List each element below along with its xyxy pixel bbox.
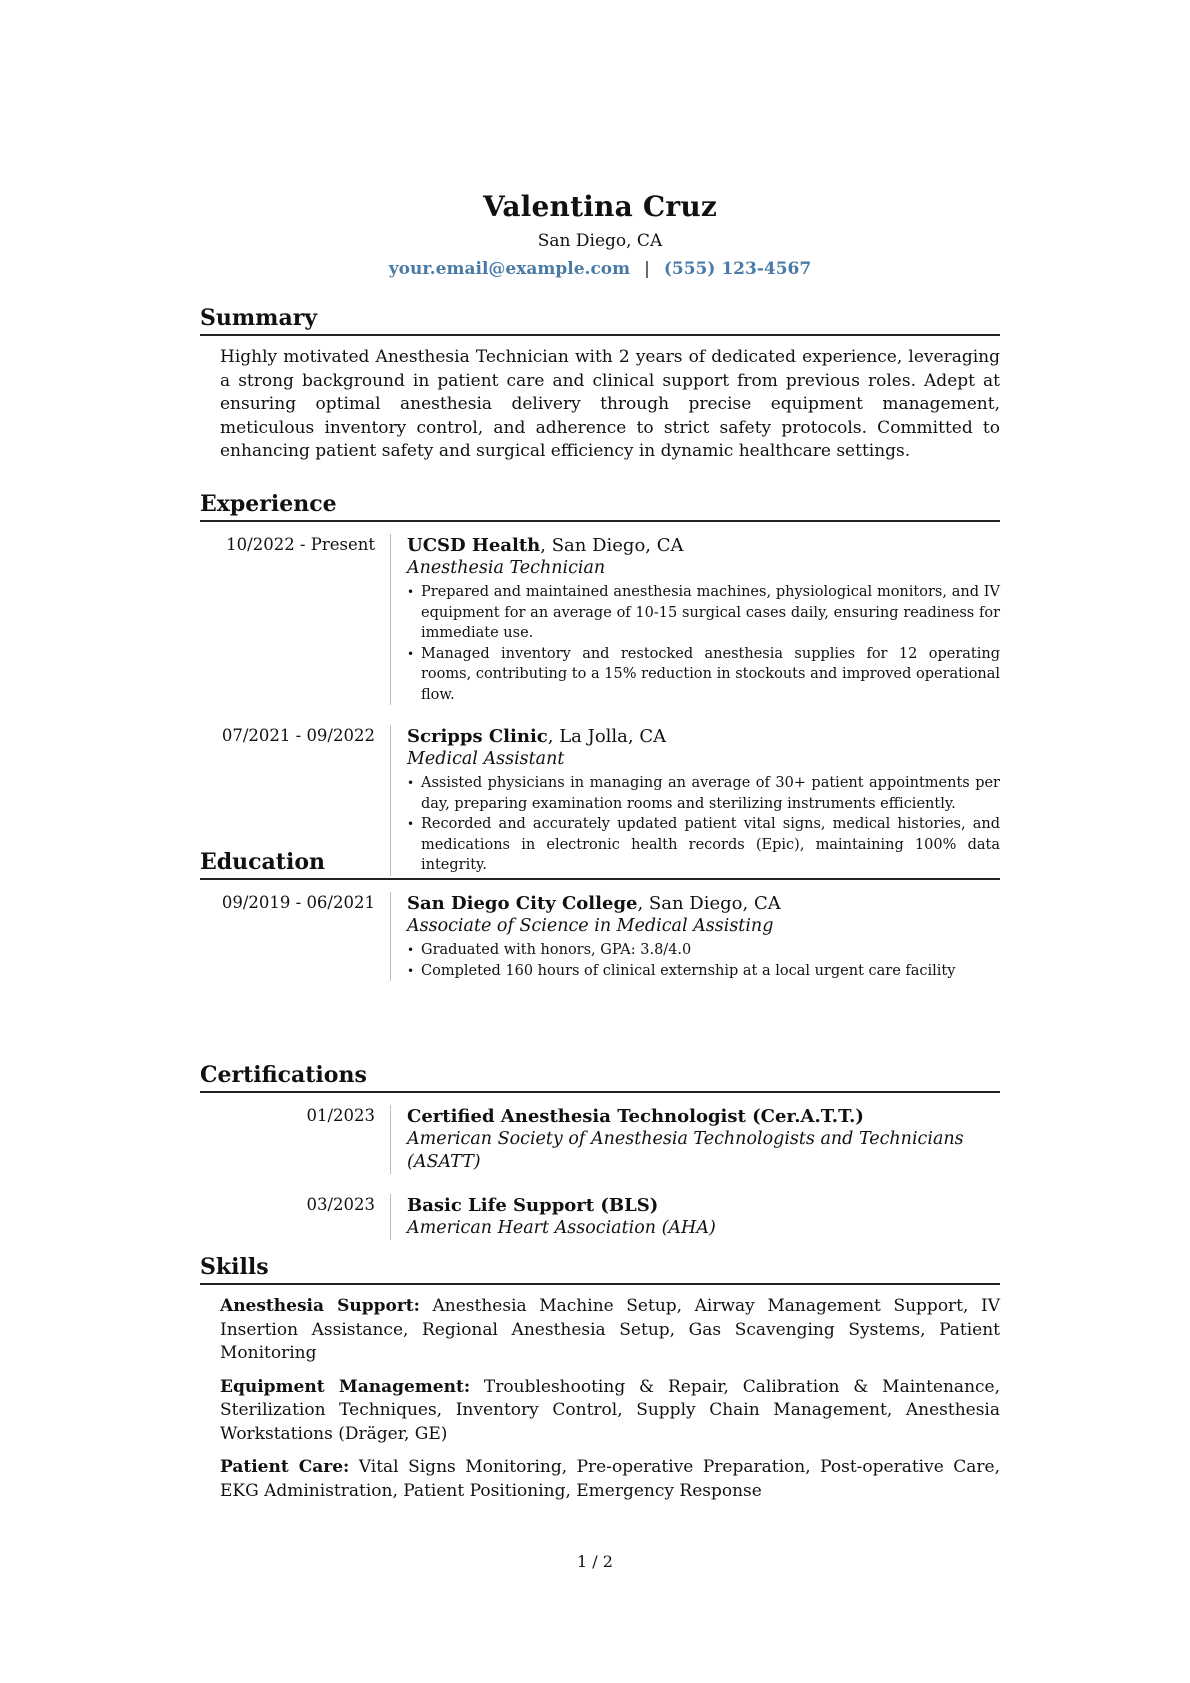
skill-group (220, 1456, 1000, 1503)
entry-body (390, 892, 1000, 981)
entry-org-name: Scripps Clinic (407, 726, 548, 747)
skill-group-label: Anesthesia Support: (220, 1296, 420, 1316)
certification-issuer: American Heart Association (AHA) (407, 1218, 716, 1238)
certification-name-text: Certified Anesthesia Technologist (Cer.A.T.T.) (407, 1106, 864, 1127)
entry-org-place: , La Jolla, CA (547, 726, 667, 747)
section-title-certifications: Certifications (200, 1061, 1000, 1093)
entry-date: 09/2019 - 06/2021 (221, 893, 375, 912)
entry-date: 07/2021 - 09/2022 (221, 726, 375, 745)
experience-section (200, 490, 1000, 876)
skill-group (220, 1295, 1000, 1366)
skill-group-text: Vital Signs Monitoring, Pre-operative Preparation, Post-operative Care, EKG Administration, Patient Positioning, Emergency Response (220, 1457, 1000, 1501)
skill-group (220, 1376, 1000, 1447)
entry-org (407, 892, 1000, 915)
experience-entry (200, 534, 1000, 705)
entry-org (407, 534, 1000, 557)
entry-date: 10/2022 - Present (226, 535, 375, 554)
entry-body (390, 1194, 1000, 1240)
entry-org (407, 725, 1000, 748)
phone-link[interactable]: (555) 123-4567 (663, 259, 812, 279)
certification-entry (200, 1194, 1000, 1240)
bullet-item: • Assisted physicians in managing an average of 30+ patient appointments per day, preparing examination rooms and sterilizing instruments efficiently. (407, 773, 1000, 814)
resume-header (200, 190, 1000, 280)
certification-name (407, 1194, 1000, 1217)
bullet-item: • Prepared and maintained anesthesia machines, physiological monitors, and IV equipment for an average of 10-15 surgical cases daily, ensuring readiness for immediate use. (407, 582, 1000, 644)
entry-role: Medical Assistant (407, 749, 565, 769)
entry-role: Associate of Science in Medical Assisting (407, 916, 774, 936)
skills-section (200, 1253, 1000, 1503)
candidate-name: Valentina Cruz (482, 190, 718, 223)
entry-org-place: , San Diego, CA (637, 893, 781, 914)
section-title-skills: Skills (200, 1253, 1000, 1285)
education-entry (200, 892, 1000, 981)
entry-body (390, 1105, 1000, 1174)
education-section (200, 848, 1000, 981)
skill-group-label: Patient Care: (220, 1457, 350, 1477)
entry-date: 03/2023 (306, 1195, 375, 1214)
certification-entry (200, 1105, 1000, 1174)
entry-date: 01/2023 (306, 1106, 375, 1125)
skill-group-text: Troubleshooting & Repair, Calibration & Maintenance, Sterilization Techniques, Inventory Control, Supply Chain Management, Anesthesia Workstations (Dräger, GE) (220, 1376, 1001, 1444)
entry-org-name: UCSD Health (407, 535, 541, 556)
contact-separator: | (644, 259, 650, 279)
certification-issuer: American Society of Anesthesia Technologists and Technicians (ASATT) (407, 1129, 964, 1172)
bullet-item: • Managed inventory and restocked anesthesia supplies for 12 operating rooms, contributing to a 15% reduction in stockouts and improved operational flow. (407, 644, 1000, 706)
entry-bullets (407, 940, 1000, 981)
entry-org-place: , San Diego, CA (540, 535, 684, 556)
skill-group-text: Anesthesia Machine Setup, Airway Management Support, IV Insertion Assistance, Regional Anesthesia Setup, Gas Scavenging Systems, Patient Monitoring (220, 1296, 1000, 1363)
entry-role: Anesthesia Technician (407, 558, 606, 578)
bullet-item: • Graduated with honors, GPA: 3.8/4.0 (407, 940, 1000, 961)
certification-name-text: Basic Life Support (BLS) (407, 1195, 659, 1216)
candidate-location: San Diego, CA (537, 231, 663, 251)
summary-text: Highly motivated Anesthesia Technician with 2 years of dedicated experience, leveraging a strong background in patient care and clinical support from previous roles. Adept at ensuring optimal anesthesia delivery through precise equipment management, meticulous inventory control, and adherence to strict safety protocols. Committed to enhancing patient safety and surgical efficiency in dynamic healthcare settings. (220, 347, 1000, 461)
entry-body (390, 534, 1000, 705)
email-link[interactable]: your.email@example.com (388, 259, 631, 279)
contact-line (200, 258, 1000, 280)
section-title-education: Education (200, 848, 1000, 880)
entry-bullets (407, 582, 1000, 705)
page-number: 1 / 2 (577, 1552, 613, 1571)
summary-section (200, 304, 1000, 464)
certifications-section (200, 1061, 1000, 1240)
skill-group-label: Equipment Management: (220, 1376, 471, 1397)
bullet-item: • Recorded and accurately updated patient vital signs, medical histories, and medications in electronic health records (Epic), maintaining 100% data integrity. (407, 814, 1000, 876)
bullet-item: • Completed 160 hours of clinical externship at a local urgent care facility (407, 961, 1000, 982)
section-title-summary: Summary (200, 304, 1000, 336)
certification-name (407, 1105, 1000, 1128)
entry-org-name: San Diego City College (407, 893, 638, 914)
section-title-experience: Experience (200, 490, 1000, 522)
